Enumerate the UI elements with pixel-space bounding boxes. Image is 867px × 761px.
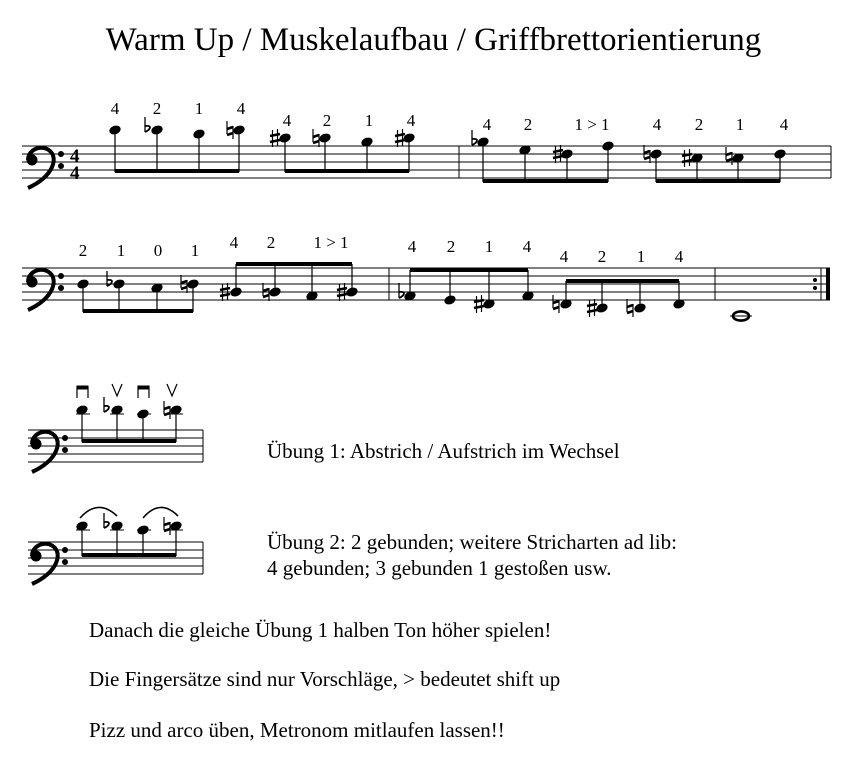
time-signature	[70, 146, 80, 184]
svg-text:2: 2	[78, 241, 88, 260]
page-title: Warm Up / Muskelaufbau / Griffbrettorientierung	[105, 22, 762, 58]
down-bow-icon	[138, 386, 149, 398]
system-2	[22, 233, 830, 321]
svg-text:4: 4	[559, 247, 569, 266]
svg-text:2: 2	[523, 115, 533, 134]
svg-text:2: 2	[694, 115, 704, 134]
svg-text:1 > 1: 1 > 1	[574, 115, 610, 134]
beam-group	[399, 268, 535, 313]
down-bow-icon	[77, 386, 88, 398]
svg-text:2: 2	[446, 237, 456, 256]
exercise-2-description-cont: 4 gebunden; 3 gebunden 1 gestoßen usw.	[267, 556, 612, 580]
svg-text:4: 4	[406, 111, 416, 130]
svg-text:1: 1	[116, 241, 126, 260]
svg-text:4: 4	[779, 115, 789, 134]
up-bow-icon	[112, 384, 122, 396]
system-1	[22, 99, 831, 188]
svg-text:2: 2	[597, 247, 607, 266]
slur	[80, 507, 117, 518]
svg-text:2: 2	[152, 99, 162, 118]
beam-group	[270, 129, 416, 173]
svg-text:0: 0	[153, 241, 163, 260]
svg-text:1: 1	[636, 247, 646, 266]
beam-group	[553, 279, 686, 317]
exercise-2-staff	[28, 507, 203, 584]
beam-group	[644, 145, 787, 183]
up-bow-icon	[167, 384, 177, 396]
slur	[143, 507, 178, 518]
note-line-2: Die Fingersätze sind nur Vorschläge, > bedeutet shift up	[89, 667, 561, 691]
svg-text:4: 4	[110, 99, 120, 118]
exercise-1-description: Übung 1: Abstrich / Aufstrich im Wechsel	[267, 439, 620, 463]
svg-text:4: 4	[70, 163, 80, 184]
svg-text:1: 1	[484, 237, 494, 256]
svg-text:1: 1	[194, 99, 204, 118]
svg-text:4: 4	[522, 237, 532, 256]
svg-text:1: 1	[735, 115, 745, 134]
svg-text:4: 4	[652, 115, 662, 134]
note-line-1: Danach die gleiche Übung 1 halben Ton höher spielen!	[89, 618, 552, 642]
svg-text:4: 4	[229, 233, 239, 252]
note-line-3: Pizz und arco üben, Metronom mitlaufen lassen!!	[89, 718, 505, 742]
svg-text:4: 4	[482, 115, 492, 134]
fingerings-line-1	[111, 99, 789, 134]
svg-text:2: 2	[266, 233, 276, 252]
fingerings-line-2	[79, 233, 684, 266]
exercise-1-staff	[28, 384, 203, 472]
whole-note	[730, 311, 752, 320]
svg-text:4: 4	[236, 99, 246, 118]
svg-text:1: 1	[364, 111, 374, 130]
svg-text:4: 4	[70, 146, 80, 167]
svg-text:4: 4	[674, 247, 684, 266]
svg-text:2: 2	[322, 111, 332, 130]
svg-text:1 > 1: 1 > 1	[313, 233, 349, 252]
svg-text:1: 1	[190, 241, 200, 260]
svg-text:4: 4	[282, 111, 292, 130]
beam-group	[108, 117, 246, 173]
exercise-2-description: Übung 2: 2 gebunden; weitere Stricharten ad lib:	[267, 530, 677, 554]
beam-group	[472, 130, 615, 183]
svg-text:4: 4	[407, 237, 417, 256]
